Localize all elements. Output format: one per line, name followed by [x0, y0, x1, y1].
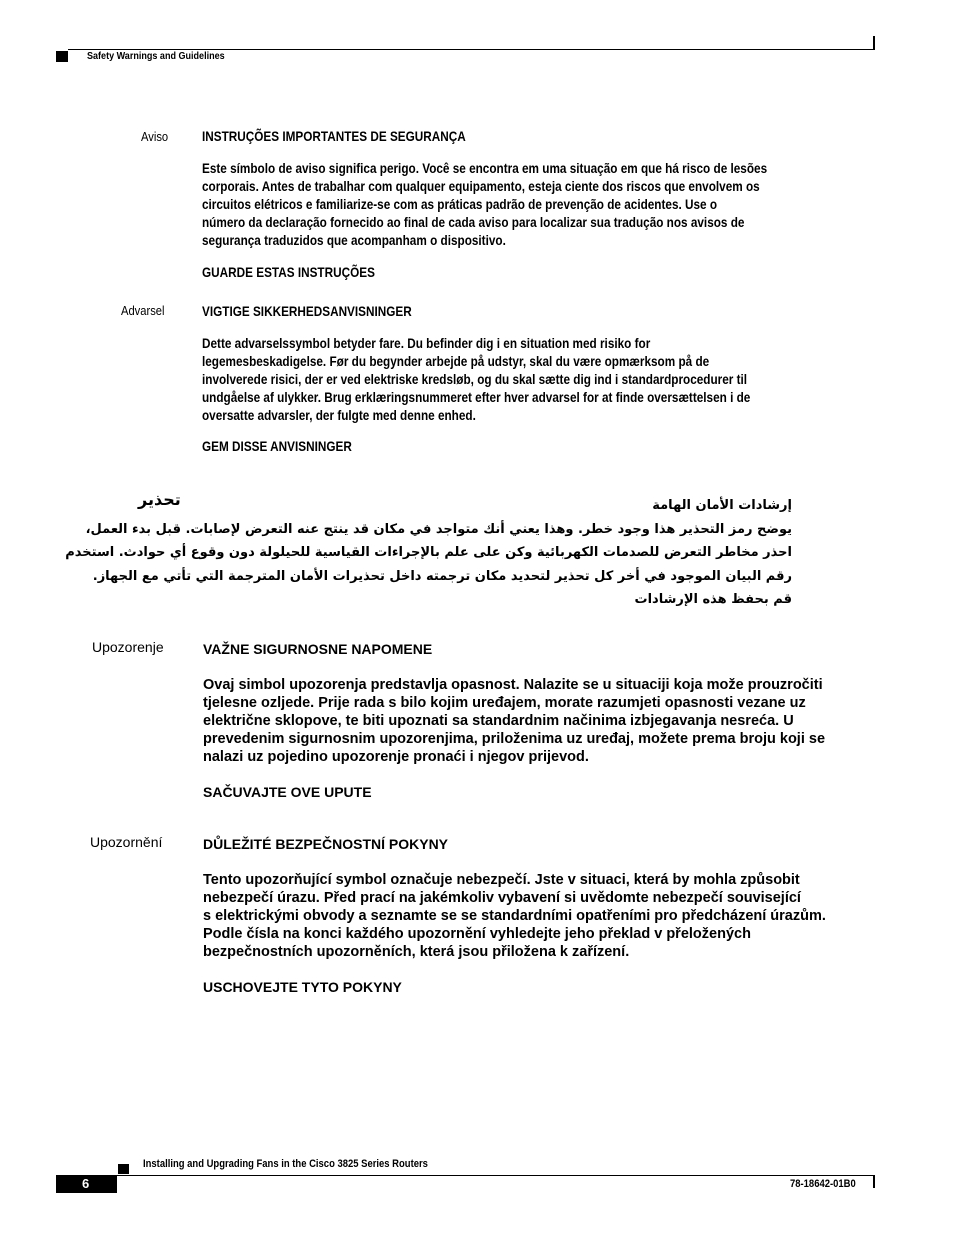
header-tick-mark [873, 36, 875, 50]
body-line: tjelesne ozljede. Prije rada s bilo kojim uređajem, morate razumjeti opasnosti vezane uz [203, 695, 806, 711]
body-line: Este símbolo de aviso significa perigo. Você se encontra em uma situação em que há risco de lesões [202, 160, 768, 176]
heading-croatian: VAŽNE SIGURNOSNE NAPOMENE [203, 641, 433, 657]
side-label-upozorenje: Upozorenje [92, 639, 164, 655]
body-line: Dette advarselssymbol betyder fare. Du befinder dig i en situation med risiko for [202, 335, 651, 351]
body-line: prevedenim sigurnosnim upozorenjima, priloženima uz uređaj, možete prema broju koji se [203, 731, 826, 747]
body-line: oversatte advarsler, der fulgte med denne enhed. [202, 407, 476, 423]
save-instructions-danish: GEM DISSE ANVISNINGER [202, 438, 352, 454]
heading-danish: VIGTIGE SIKKERHEDSANVISNINGER [202, 303, 412, 319]
body-line: corporais. Antes de trabalhar com qualquer equipamento, esteja ciente dos riscos que envolvem os [202, 178, 760, 194]
side-label-arabic: تحذير [138, 490, 181, 509]
body-line: número da declaração fornecido ao final de cada aviso para localizar sua tradução nos avisos de [202, 214, 745, 230]
body-line: Ovaj simbol upozorenja predstavlja opasnost. Nalazite se u situaciji koja može prouzročiti [203, 677, 823, 693]
footer-marker [118, 1164, 129, 1174]
body-croatian [203, 676, 825, 766]
footer-doc-number: 78-18642-01B0 [790, 1178, 856, 1190]
heading-portuguese: INSTRUÇÕES IMPORTANTES DE SEGURANÇA [202, 128, 466, 144]
body-line: احذر مخاطر التعرض للصدمات الكهربائية وكن على علم بالإجراءات القياسية للحيلولة دون وقوع أي حوادث. استخدم [65, 545, 792, 560]
save-instructions-croatian: SAČUVAJTE OVE UPUTE [203, 784, 372, 800]
body-line: Podle čísla na konci každého upozornění vyhledejte jeho překlad v přeložených [203, 926, 751, 942]
side-label-upozorneni: Upozornění [90, 834, 163, 850]
footer-rule [117, 1175, 875, 1176]
footer-doc-title: Installing and Upgrading Fans in the Cisco 3825 Series Routers [143, 1158, 428, 1170]
body-line: električne sklopove, te biti upoznati sa standardnim načinima izbjegavanja nesreća. U [203, 713, 794, 729]
header-marker [56, 51, 68, 62]
body-line: segurança traduzidos que acompanham o dispositivo. [202, 232, 506, 248]
side-label-advarsel: Advarsel [121, 303, 165, 318]
save-instructions-portuguese: GUARDE ESTAS INSTRUÇÕES [202, 264, 375, 280]
heading-czech: DŮLEŽITÉ BEZPEČNOSTNÍ POKYNY [203, 836, 449, 852]
body-line: يوضح رمز التحذير هذا وجود خطر. وهذا يعني أنك متواجد في مكان قد ينتج عنه التعرض لإصابات. قبل بدء العمل، [85, 521, 792, 537]
body-czech [203, 871, 826, 961]
body-line: circuitos elétricos e familiarize-se com as práticas padrão de prevenção de acidentes. Use o [202, 196, 718, 212]
body-line: involverede risici, der er ved elektriske kredsløb, og du skal sætte dig ind i standardprocedurer til [202, 371, 748, 387]
arabic-save-line: قم بحفظ هذه الإرشادات [634, 592, 792, 607]
body-danish [202, 334, 855, 424]
body-line: رقم البيان الموجود في أخر كل تحذير لتحديد مكان ترجمته داخل تحذيرات الأمان المترجمة التي تأتي مع الجهاز. [92, 568, 792, 584]
side-label-aviso: Aviso [141, 129, 169, 144]
body-line: s elektrickými obvody a seznamte se se standardními opatřeními pro předcházení úrazům. [203, 908, 826, 924]
footer-tick-mark [873, 1175, 875, 1188]
arabic-heading: إرشادات الأمان الهامة [652, 498, 792, 513]
page-number: 6 [82, 1176, 90, 1191]
body-line: bezpečnostních upozorněních, která jsou přiložena k zařízení. [203, 944, 630, 960]
body-arabic [65, 494, 792, 612]
body-line: undgåelse af ulykker. Brug erklæringsnummeret efter hver advarsel for at finde oversættelsen i de [202, 389, 751, 405]
body-line: nebezpečí úrazu. Před prací na jakémkoliv vybavení si uvědomte nebezpečí související [203, 890, 801, 906]
header-section-title: Safety Warnings and Guidelines [87, 50, 225, 62]
body-line: Tento upozorňující symbol označuje nebezpečí. Jste v situaci, která by mohla způsobit [203, 872, 800, 888]
body-line: legemesbeskadigelse. Før du begynder arbejde på udstyr, skal du være opmærksom på de [202, 353, 710, 369]
body-line: nalazi uz pojedino upozorenje pronaći i njegov prijevod. [203, 749, 589, 765]
body-portuguese [202, 159, 875, 249]
save-instructions-czech: USCHOVEJTE TYTO POKYNY [203, 979, 402, 995]
